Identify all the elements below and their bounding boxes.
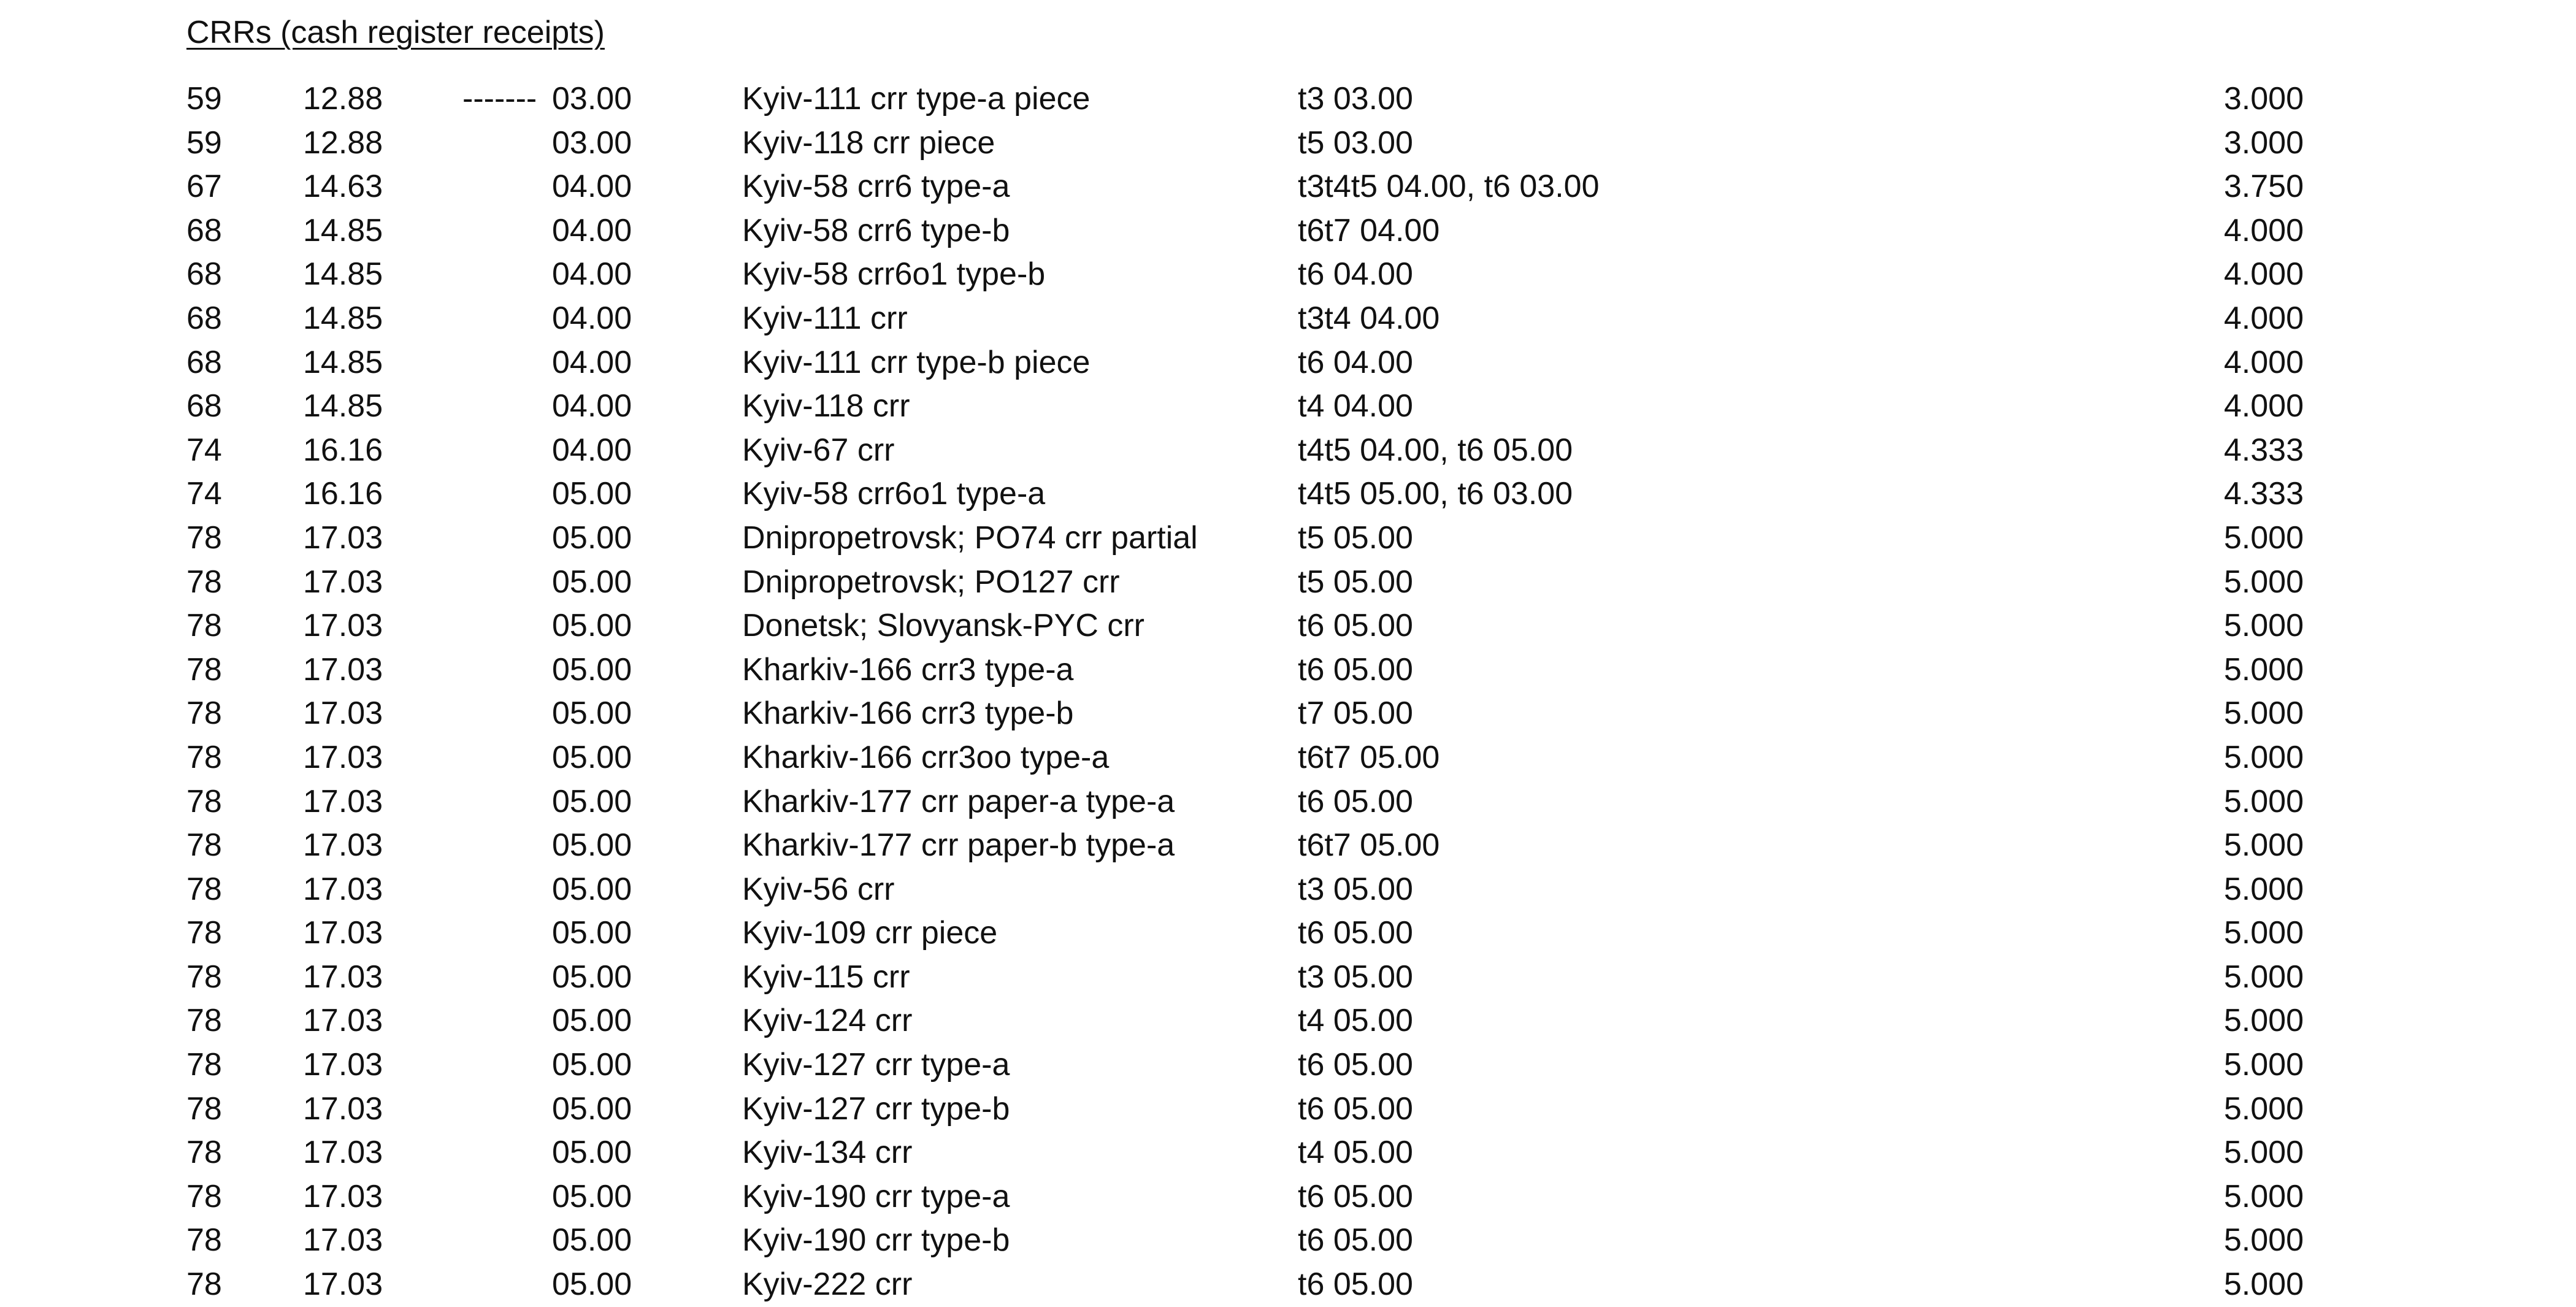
- row-number-cell: 78: [186, 1222, 222, 1259]
- description-cell: Kyiv-118 crr piece: [742, 125, 995, 161]
- value-cell: 4.000: [2223, 256, 2304, 293]
- value-cell: 5.000: [2223, 1178, 2304, 1214]
- value-cell: 5.000: [2223, 915, 2304, 951]
- time-cell: 05.00: [552, 608, 632, 644]
- description-cell: Kyiv-134 crr: [742, 1135, 913, 1171]
- time-cell: 05.00: [552, 1047, 632, 1083]
- row-number-cell: 78: [186, 739, 222, 775]
- description-cell: Kyiv-124 crr: [742, 1003, 913, 1039]
- document-title: CRRs (cash register receipts): [186, 15, 605, 50]
- time-cell: 05.00: [552, 739, 632, 775]
- value-cell: 5.000: [2223, 739, 2304, 775]
- value-cell: 5.000: [2223, 651, 2304, 688]
- time-cell: 05.00: [552, 783, 632, 819]
- row-number-cell: 68: [186, 212, 222, 248]
- time-cell: 05.00: [552, 696, 632, 732]
- description-cell: Kyiv-58 crr6o1 type-b: [742, 256, 1046, 293]
- row-number-cell: 74: [186, 476, 222, 512]
- table-row: [0, 604, 2576, 648]
- table-row: [0, 780, 2576, 824]
- slot-cell: t6t7 05.00: [1298, 739, 1440, 775]
- time-cell: 05.00: [552, 519, 632, 556]
- value-cell: 3.750: [2223, 169, 2304, 205]
- rate-cell: 14.85: [303, 388, 383, 424]
- value-cell: 4.333: [2223, 432, 2304, 468]
- value-cell: 5.000: [2223, 1090, 2304, 1127]
- row-number-cell: 78: [186, 915, 222, 951]
- table-row: [0, 1175, 2576, 1219]
- slot-cell: t6t7 04.00: [1298, 212, 1440, 248]
- description-cell: Kyiv-118 crr: [742, 388, 910, 424]
- rate-cell: 17.03: [303, 1003, 383, 1039]
- rate-cell: 17.03: [303, 1222, 383, 1259]
- value-cell: 4.000: [2223, 300, 2304, 336]
- table-row: [0, 385, 2576, 429]
- table-row: [0, 341, 2576, 385]
- time-cell: 04.00: [552, 212, 632, 248]
- row-number-cell: 59: [186, 81, 222, 117]
- slot-cell: t5 03.00: [1298, 125, 1413, 161]
- rate-cell: 17.03: [303, 564, 383, 600]
- description-cell: Kharkiv-166 crr3 type-a: [742, 651, 1074, 688]
- value-cell: 5.000: [2223, 696, 2304, 732]
- row-number-cell: 78: [186, 1267, 222, 1303]
- table-row: [0, 1087, 2576, 1132]
- table-row: [0, 429, 2576, 473]
- table-row: [0, 516, 2576, 561]
- table-row: [0, 1263, 2576, 1307]
- value-cell: 5.000: [2223, 1267, 2304, 1303]
- slot-cell: t3 05.00: [1298, 871, 1413, 907]
- slot-cell: t4 05.00: [1298, 1135, 1413, 1171]
- rate-cell: 17.03: [303, 696, 383, 732]
- row-number-cell: 78: [186, 519, 222, 556]
- row-number-cell: 68: [186, 388, 222, 424]
- description-cell: Kyiv-109 crr piece: [742, 915, 998, 951]
- rate-cell: 17.03: [303, 1267, 383, 1303]
- slot-cell: t6 05.00: [1298, 651, 1413, 688]
- table-row: [0, 999, 2576, 1043]
- row-number-cell: 78: [186, 1090, 222, 1127]
- value-cell: 5.000: [2223, 1003, 2304, 1039]
- description-cell: Kyiv-58 crr6o1 type-a: [742, 476, 1046, 512]
- slot-cell: t6t7 05.00: [1298, 827, 1440, 864]
- rate-cell: 16.16: [303, 432, 383, 468]
- time-cell: 05.00: [552, 564, 632, 600]
- rate-cell: 14.63: [303, 169, 383, 205]
- description-cell: Kharkiv-166 crr3oo type-a: [742, 739, 1110, 775]
- value-cell: 5.000: [2223, 608, 2304, 644]
- time-cell: 03.00: [552, 81, 632, 117]
- slot-cell: t3t4 04.00: [1298, 300, 1440, 336]
- row-number-cell: 78: [186, 651, 222, 688]
- description-cell: Donetsk; Slovyansk-PYC crr: [742, 608, 1144, 644]
- rate-cell: 17.03: [303, 1090, 383, 1127]
- time-cell: 05.00: [552, 827, 632, 864]
- slot-cell: t5 05.00: [1298, 564, 1413, 600]
- time-cell: 05.00: [552, 915, 632, 951]
- value-cell: 3.000: [2223, 81, 2304, 117]
- description-cell: Kyiv-190 crr type-b: [742, 1222, 1010, 1259]
- slot-cell: t3t4t5 04.00, t6 03.00: [1298, 169, 1600, 205]
- rate-cell: 14.85: [303, 300, 383, 336]
- row-number-cell: 67: [186, 169, 222, 205]
- row-number-cell: 78: [186, 1135, 222, 1171]
- description-cell: Kyiv-67 crr: [742, 432, 895, 468]
- slot-cell: t6 05.00: [1298, 1222, 1413, 1259]
- table-row: [0, 824, 2576, 868]
- description-cell: Kyiv-111 crr type-a piece: [742, 81, 1091, 117]
- rate-cell: 17.03: [303, 1135, 383, 1171]
- time-cell: 05.00: [552, 1003, 632, 1039]
- value-cell: 4.000: [2223, 388, 2304, 424]
- value-cell: 5.000: [2223, 1047, 2304, 1083]
- time-cell: 05.00: [552, 1135, 632, 1171]
- description-cell: Kyiv-190 crr type-a: [742, 1178, 1010, 1214]
- row-number-cell: 74: [186, 432, 222, 468]
- slot-cell: t4 04.00: [1298, 388, 1413, 424]
- slot-cell: t6 05.00: [1298, 1090, 1413, 1127]
- rate-cell: 17.03: [303, 651, 383, 688]
- description-cell: Kyiv-222 crr: [742, 1267, 913, 1303]
- slot-cell: t6 05.00: [1298, 783, 1413, 819]
- rate-cell: 17.03: [303, 915, 383, 951]
- value-cell: 5.000: [2223, 827, 2304, 864]
- description-cell: Dnipropetrovsk; PO74 crr partial: [742, 519, 1198, 556]
- slot-cell: t4 05.00: [1298, 1003, 1413, 1039]
- slot-cell: t7 05.00: [1298, 696, 1413, 732]
- value-cell: 5.000: [2223, 1135, 2304, 1171]
- slot-cell: t5 05.00: [1298, 519, 1413, 556]
- rate-cell: 14.85: [303, 212, 383, 248]
- time-cell: 04.00: [552, 432, 632, 468]
- rate-cell: 17.03: [303, 1047, 383, 1083]
- description-cell: Kyiv-127 crr type-a: [742, 1047, 1010, 1083]
- rate-cell: 12.88: [303, 81, 383, 117]
- description-cell: Dnipropetrovsk; PO127 crr: [742, 564, 1120, 600]
- row-number-cell: 78: [186, 783, 222, 819]
- table-row: [0, 209, 2576, 253]
- value-cell: 5.000: [2223, 564, 2304, 600]
- description-cell: Kharkiv-177 crr paper-a type-a: [742, 783, 1175, 819]
- time-cell: 05.00: [552, 1222, 632, 1259]
- description-cell: Kyiv-111 crr: [742, 300, 908, 336]
- slot-cell: t6 05.00: [1298, 1267, 1413, 1303]
- slot-cell: t6 05.00: [1298, 608, 1413, 644]
- value-cell: 3.000: [2223, 125, 2304, 161]
- description-cell: Kyiv-58 crr6 type-b: [742, 212, 1010, 248]
- value-cell: 5.000: [2223, 519, 2304, 556]
- time-cell: 04.00: [552, 388, 632, 424]
- time-cell: 03.00: [552, 125, 632, 161]
- time-cell: 05.00: [552, 1178, 632, 1214]
- rate-cell: 17.03: [303, 827, 383, 864]
- row-number-cell: 78: [186, 1047, 222, 1083]
- rate-cell: 16.16: [303, 476, 383, 512]
- time-cell: 05.00: [552, 1090, 632, 1127]
- table-row: [0, 77, 2576, 121]
- row-number-cell: 78: [186, 871, 222, 907]
- description-cell: Kyiv-115 crr: [742, 959, 910, 995]
- row-number-cell: 59: [186, 125, 222, 161]
- description-cell: Kharkiv-177 crr paper-b type-a: [742, 827, 1175, 864]
- slot-cell: t3 03.00: [1298, 81, 1413, 117]
- value-cell: 4.000: [2223, 344, 2304, 380]
- slot-cell: t6 05.00: [1298, 915, 1413, 951]
- slot-cell: t4t5 04.00, t6 05.00: [1298, 432, 1573, 468]
- value-cell: 5.000: [2223, 1222, 2304, 1259]
- rate-cell: 17.03: [303, 608, 383, 644]
- time-cell: 04.00: [552, 169, 632, 205]
- rate-cell: 14.85: [303, 344, 383, 380]
- slot-cell: t6 04.00: [1298, 344, 1413, 380]
- table-row: [0, 868, 2576, 912]
- rate-cell: 17.03: [303, 519, 383, 556]
- description-cell: Kyiv-127 crr type-b: [742, 1090, 1010, 1127]
- time-cell: 05.00: [552, 651, 632, 688]
- rate-cell: 14.85: [303, 256, 383, 293]
- value-cell: 4.000: [2223, 212, 2304, 248]
- time-cell: 05.00: [552, 1267, 632, 1303]
- slot-cell: t6 05.00: [1298, 1178, 1413, 1214]
- rate-cell: 17.03: [303, 959, 383, 995]
- row-number-cell: 78: [186, 608, 222, 644]
- time-cell: 04.00: [552, 344, 632, 380]
- row-number-cell: 78: [186, 1003, 222, 1039]
- table-row: [0, 165, 2576, 209]
- table-row: [0, 472, 2576, 516]
- rate-cell: 17.03: [303, 871, 383, 907]
- description-cell: Kyiv-111 crr type-b piece: [742, 344, 1091, 380]
- rate-cell: 17.03: [303, 783, 383, 819]
- row-number-cell: 78: [186, 564, 222, 600]
- table-row: [0, 692, 2576, 736]
- row-number-cell: 68: [186, 256, 222, 293]
- value-cell: 5.000: [2223, 783, 2304, 819]
- slot-cell: t6 04.00: [1298, 256, 1413, 293]
- row-number-cell: 68: [186, 300, 222, 336]
- slot-cell: t4t5 05.00, t6 03.00: [1298, 476, 1573, 512]
- table-row: [0, 1131, 2576, 1175]
- dash-marker-cell: -------: [462, 81, 537, 117]
- description-cell: Kharkiv-166 crr3 type-b: [742, 696, 1074, 732]
- slot-cell: t6 05.00: [1298, 1047, 1413, 1083]
- table-row: [0, 956, 2576, 1000]
- row-number-cell: 68: [186, 344, 222, 380]
- time-cell: 05.00: [552, 959, 632, 995]
- table-row: [0, 121, 2576, 166]
- table-row: [0, 1219, 2576, 1263]
- time-cell: 05.00: [552, 476, 632, 512]
- description-cell: Kyiv-58 crr6 type-a: [742, 169, 1010, 205]
- time-cell: 05.00: [552, 871, 632, 907]
- time-cell: 04.00: [552, 256, 632, 293]
- table-row: [0, 736, 2576, 780]
- table-row: [0, 297, 2576, 341]
- row-number-cell: 78: [186, 1178, 222, 1214]
- receipts-table: [0, 77, 2576, 1307]
- table-row: [0, 253, 2576, 297]
- description-cell: Kyiv-56 crr: [742, 871, 895, 907]
- rate-cell: 17.03: [303, 739, 383, 775]
- row-number-cell: 78: [186, 696, 222, 732]
- row-number-cell: 78: [186, 959, 222, 995]
- table-row: [0, 561, 2576, 605]
- table-row: [0, 1043, 2576, 1087]
- table-row: [0, 911, 2576, 956]
- value-cell: 5.000: [2223, 959, 2304, 995]
- slot-cell: t3 05.00: [1298, 959, 1413, 995]
- time-cell: 04.00: [552, 300, 632, 336]
- rate-cell: 17.03: [303, 1178, 383, 1214]
- rate-cell: 12.88: [303, 125, 383, 161]
- table-row: [0, 648, 2576, 692]
- row-number-cell: 78: [186, 827, 222, 864]
- value-cell: 5.000: [2223, 871, 2304, 907]
- value-cell: 4.333: [2223, 476, 2304, 512]
